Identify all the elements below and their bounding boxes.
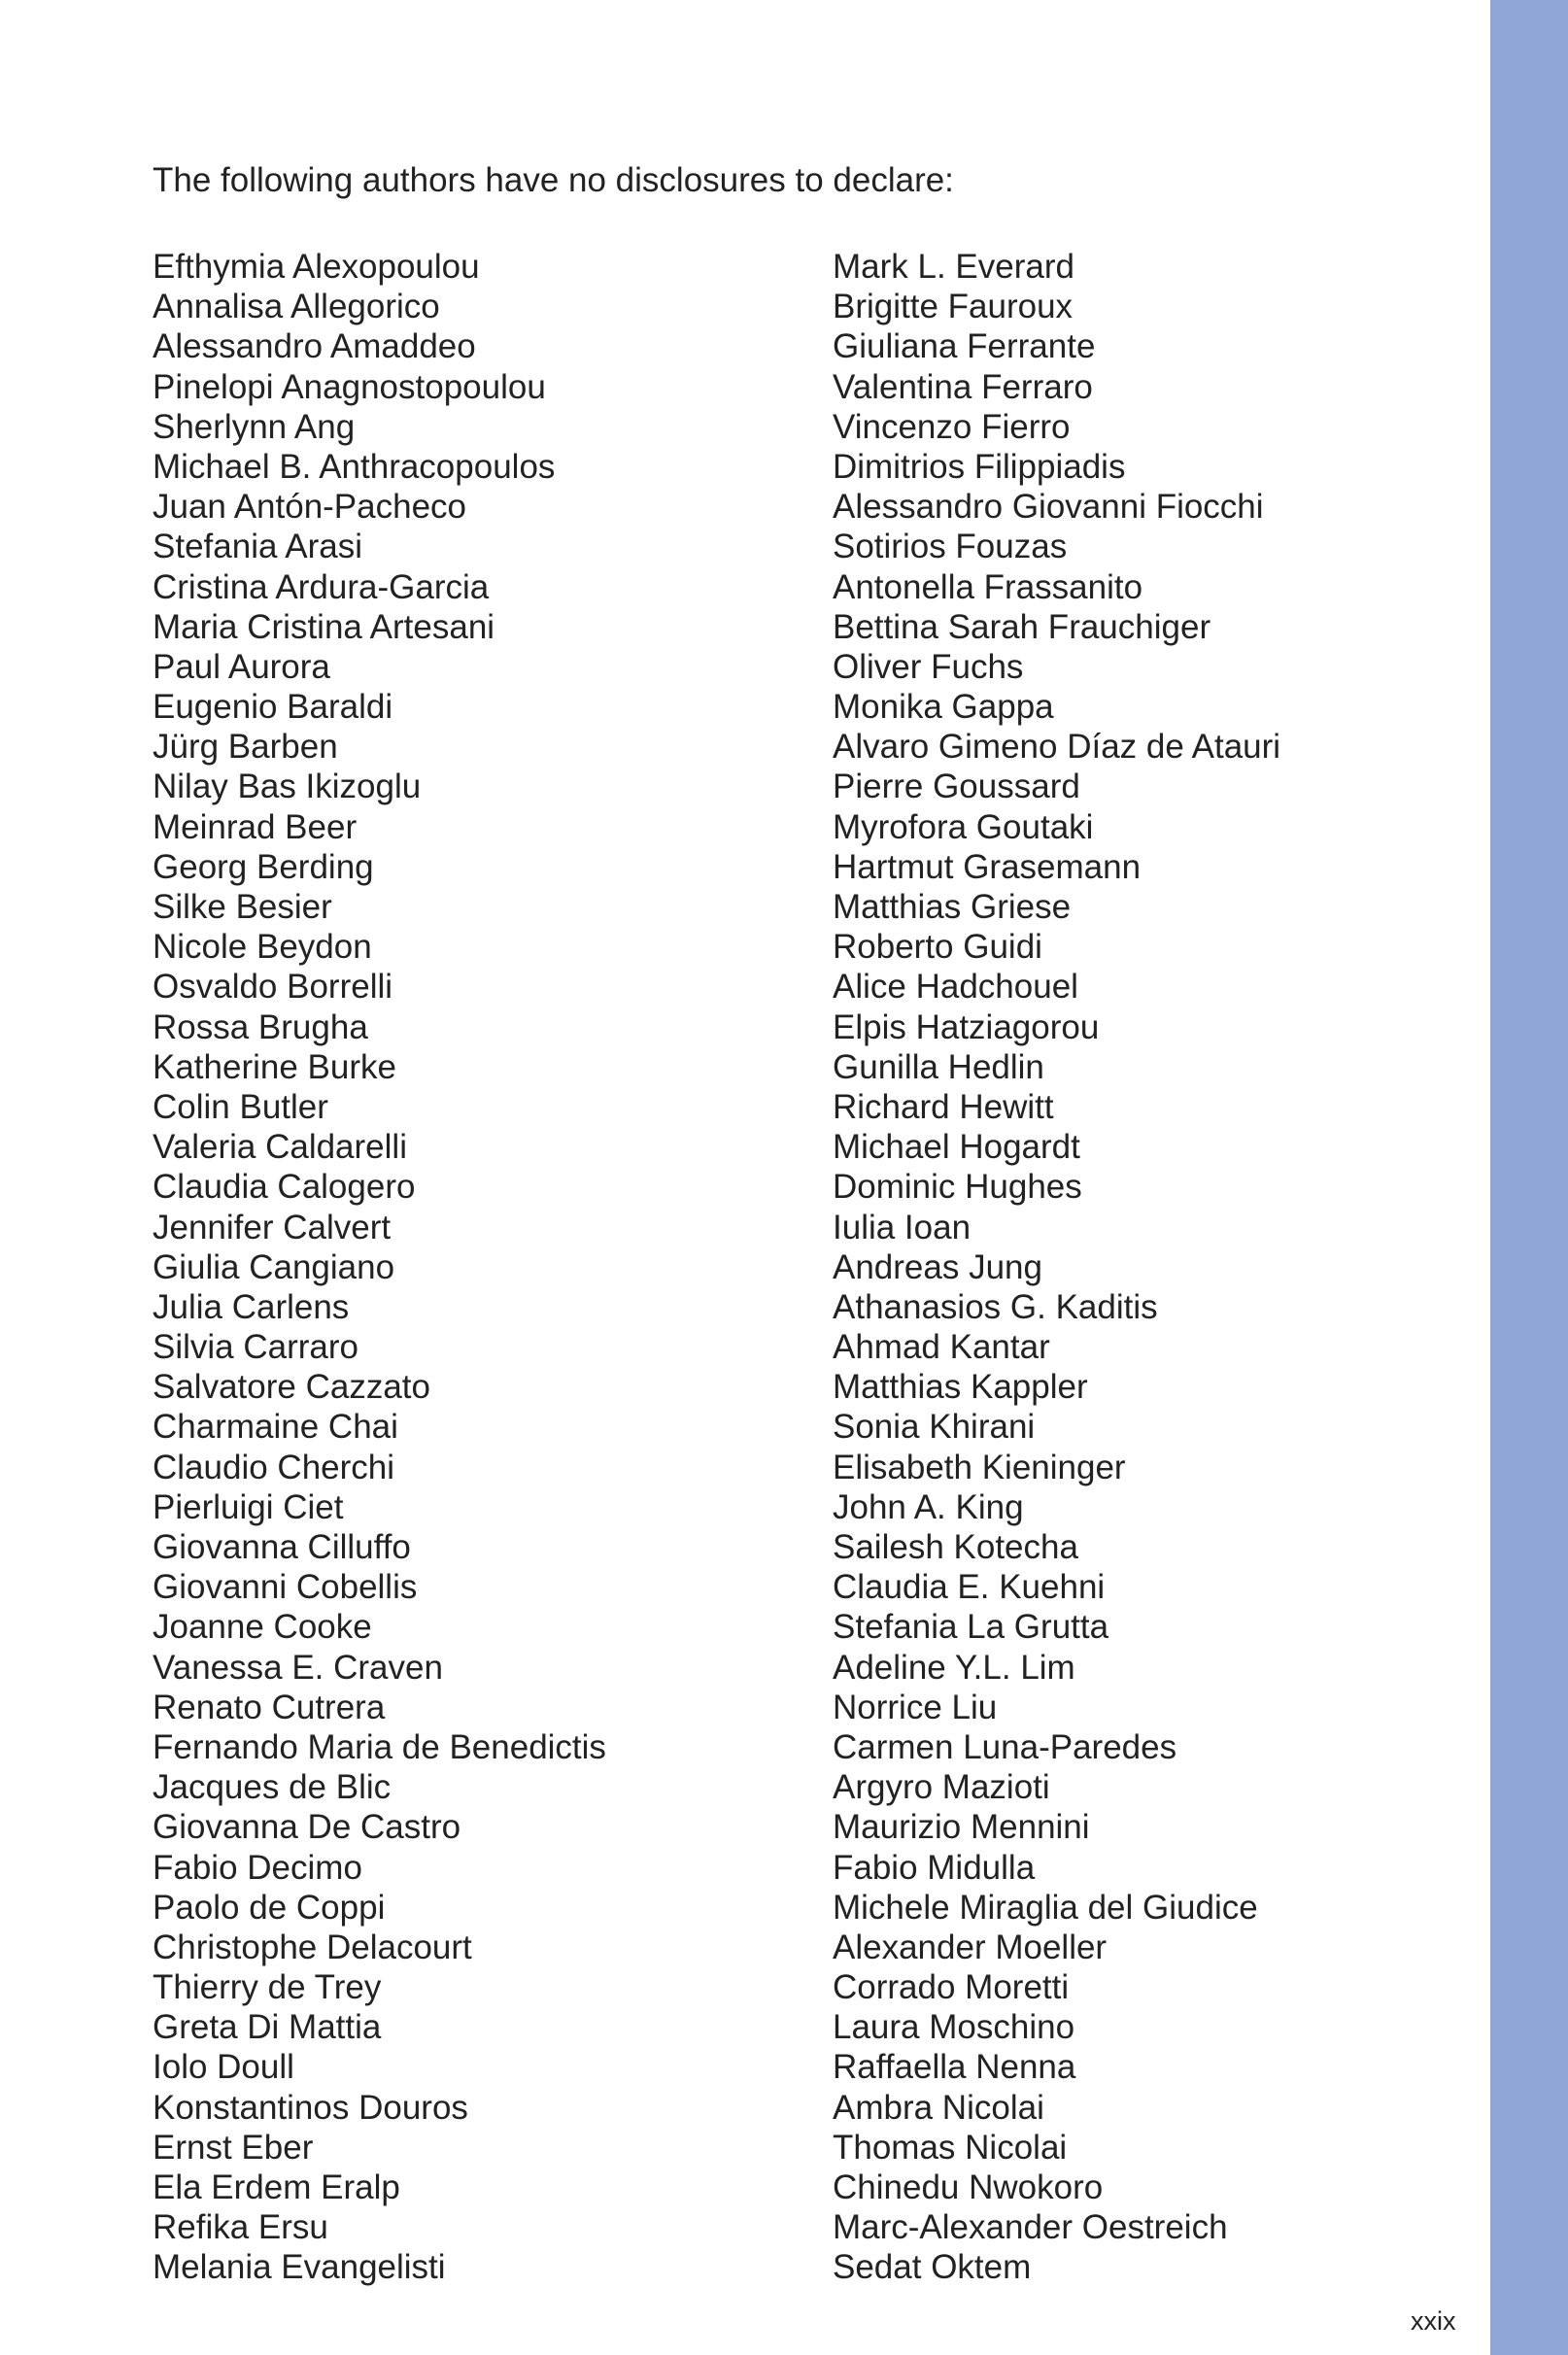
- author-name: Monika Gappa: [833, 688, 1054, 727]
- author-name: Konstantinos Douros: [153, 2088, 468, 2127]
- author-name: Julia Carlens: [153, 1287, 350, 1326]
- author-name: Giuliana Ferrante: [833, 327, 1096, 366]
- author-name: Myrofora Goutaki: [833, 807, 1094, 846]
- author-name: Dimitrios Filippiadis: [833, 447, 1126, 486]
- author-name: Georg Berding: [153, 847, 374, 886]
- author-name: Silvia Carraro: [153, 1328, 358, 1367]
- author-name: Ernst Eber: [153, 2128, 314, 2167]
- author-name: Meinrad Beer: [153, 807, 358, 846]
- author-name: Gunilla Hedlin: [833, 1047, 1044, 1086]
- author-name: Charmaine Chai: [153, 1408, 398, 1447]
- author-name: Dominic Hughes: [833, 1168, 1082, 1207]
- author-name: Chinedu Nwokoro: [833, 2168, 1104, 2206]
- author-name: Cristina Ardura-Garcia: [153, 567, 490, 606]
- author-name: Richard Hewitt: [833, 1087, 1054, 1126]
- author-name: Silke Besier: [153, 888, 332, 926]
- author-name: Ela Erdem Eralp: [153, 2168, 400, 2206]
- author-name: Mark L. Everard: [833, 248, 1074, 286]
- author-name: Andreas Jung: [833, 1247, 1042, 1286]
- author-name: Claudia Calogero: [153, 1168, 416, 1207]
- author-name: Alvaro Gimeno Díaz de Atauri: [833, 728, 1281, 767]
- author-name: Hartmut Grasemann: [833, 847, 1142, 886]
- author-name: Salvatore Cazzato: [153, 1368, 430, 1407]
- author-name: Maria Cristina Artesani: [153, 607, 495, 646]
- author-name: Sherlynn Ang: [153, 407, 356, 446]
- author-name: Nilay Bas Ikizoglu: [153, 768, 422, 806]
- author-name: Paolo de Coppi: [153, 1888, 386, 1927]
- author-name: Sailesh Kotecha: [833, 1528, 1078, 1566]
- author-name: Katherine Burke: [153, 1047, 396, 1086]
- author-name: Bettina Sarah Frauchiger: [833, 607, 1211, 646]
- author-name: Laura Moschino: [833, 2008, 1075, 2047]
- author-name: Iulia Ioan: [833, 1208, 971, 1246]
- author-list-left: [153, 247, 813, 2288]
- page-number: xxix: [1411, 2306, 1456, 2336]
- author-name: Vanessa E. Craven: [153, 1648, 443, 1687]
- author-name: Alessandro Amaddeo: [153, 327, 476, 366]
- author-name: Stefania Arasi: [153, 528, 362, 566]
- author-name: Alice Hadchouel: [833, 968, 1078, 1007]
- author-name: Sotirios Fouzas: [833, 528, 1068, 566]
- author-name: Fabio Decimo: [153, 1848, 362, 1887]
- author-name: Renato Cutrera: [153, 1688, 386, 1726]
- author-name: Valeria Caldarelli: [153, 1128, 407, 1167]
- author-name: Thierry de Trey: [153, 1968, 382, 2007]
- author-name: Adeline Y.L. Lim: [833, 1648, 1075, 1687]
- author-name: Sedat Oktem: [833, 2248, 1032, 2287]
- author-name: Jürg Barben: [153, 728, 338, 767]
- author-name: Corrado Moretti: [833, 1968, 1070, 2007]
- author-name: Maurizio Mennini: [833, 1808, 1090, 1847]
- author-name: Refika Ersu: [153, 2208, 328, 2247]
- author-name: Argyro Mazioti: [833, 1768, 1050, 1807]
- author-name: Brigitte Fauroux: [833, 288, 1074, 326]
- author-name: Christophe Delacourt: [153, 1928, 472, 1966]
- author-name: Norrice Liu: [833, 1688, 998, 1726]
- author-name: Paul Aurora: [153, 647, 330, 686]
- author-name: Annalisa Allegorico: [153, 288, 440, 326]
- author-name: Colin Butler: [153, 1087, 328, 1126]
- author-name: Elisabeth Kieninger: [833, 1448, 1126, 1486]
- author-name: Claudio Cherchi: [153, 1448, 395, 1486]
- intro-statement: The following authors have no disclosures to declare:: [153, 161, 954, 199]
- author-name: Nicole Beydon: [153, 928, 372, 967]
- author-name: Michael Hogardt: [833, 1128, 1080, 1167]
- author-name: Elpis Hatziagorou: [833, 1007, 1100, 1046]
- author-name: Sonia Khirani: [833, 1408, 1036, 1447]
- author-name: John A. King: [833, 1487, 1024, 1526]
- author-name: Antonella Frassanito: [833, 567, 1143, 606]
- author-name: Michele Miraglia del Giudice: [833, 1888, 1258, 1927]
- author-name: Pierre Goussard: [833, 768, 1080, 806]
- author-name: Marc-Alexander Oestreich: [833, 2208, 1228, 2247]
- author-list-right: [833, 247, 1474, 2288]
- author-name: Iolo Doull: [153, 2048, 294, 2087]
- author-name: Claudia E. Kuehni: [833, 1568, 1106, 1607]
- author-name: Alexander Moeller: [833, 1928, 1108, 1966]
- author-name: Juan Antón-Pacheco: [153, 488, 467, 527]
- author-name: Matthias Griese: [833, 888, 1072, 926]
- author-name: Joanne Cooke: [153, 1608, 372, 1647]
- author-name: Matthias Kappler: [833, 1368, 1088, 1407]
- author-name: Jacques de Blic: [153, 1768, 392, 1807]
- author-name: Giovanna De Castro: [153, 1808, 461, 1847]
- author-name: Rossa Brugha: [153, 1007, 368, 1046]
- author-name: Fabio Midulla: [833, 1848, 1036, 1887]
- author-name: Raffaella Nenna: [833, 2048, 1076, 2087]
- author-name: Greta Di Mattia: [153, 2008, 382, 2047]
- author-name: Eugenio Baraldi: [153, 688, 393, 727]
- author-name: Melania Evangelisti: [153, 2248, 446, 2287]
- author-name: Athanasios G. Kaditis: [833, 1287, 1158, 1326]
- author-name: Carmen Luna-Paredes: [833, 1727, 1177, 1766]
- author-name: Alessandro Giovanni Fiocchi: [833, 488, 1264, 527]
- author-name: Ahmad Kantar: [833, 1328, 1050, 1367]
- author-name: Giovanni Cobellis: [153, 1568, 418, 1607]
- author-name: Jennifer Calvert: [153, 1208, 392, 1246]
- author-name: Fernando Maria de Benedictis: [153, 1727, 606, 1766]
- author-name: Giulia Cangiano: [153, 1247, 395, 1286]
- author-name: Oliver Fuchs: [833, 647, 1024, 686]
- author-name: Giovanna Cilluffo: [153, 1528, 411, 1566]
- author-name: Michael B. Anthracopoulos: [153, 447, 556, 486]
- author-name: Roberto Guidi: [833, 928, 1042, 967]
- author-name: Pierluigi Ciet: [153, 1487, 344, 1526]
- author-name: Pinelopi Anagnostopoulou: [153, 367, 546, 406]
- author-name: Valentina Ferraro: [833, 367, 1093, 406]
- author-name: Efthymia Alexopoulou: [153, 248, 480, 286]
- side-color-band: [1490, 0, 1568, 2355]
- author-name: Thomas Nicolai: [833, 2128, 1068, 2167]
- author-name: Osvaldo Borrelli: [153, 968, 393, 1007]
- author-name: Ambra Nicolai: [833, 2088, 1044, 2127]
- author-name: Vincenzo Fierro: [833, 407, 1071, 446]
- author-name: Stefania La Grutta: [833, 1608, 1109, 1647]
